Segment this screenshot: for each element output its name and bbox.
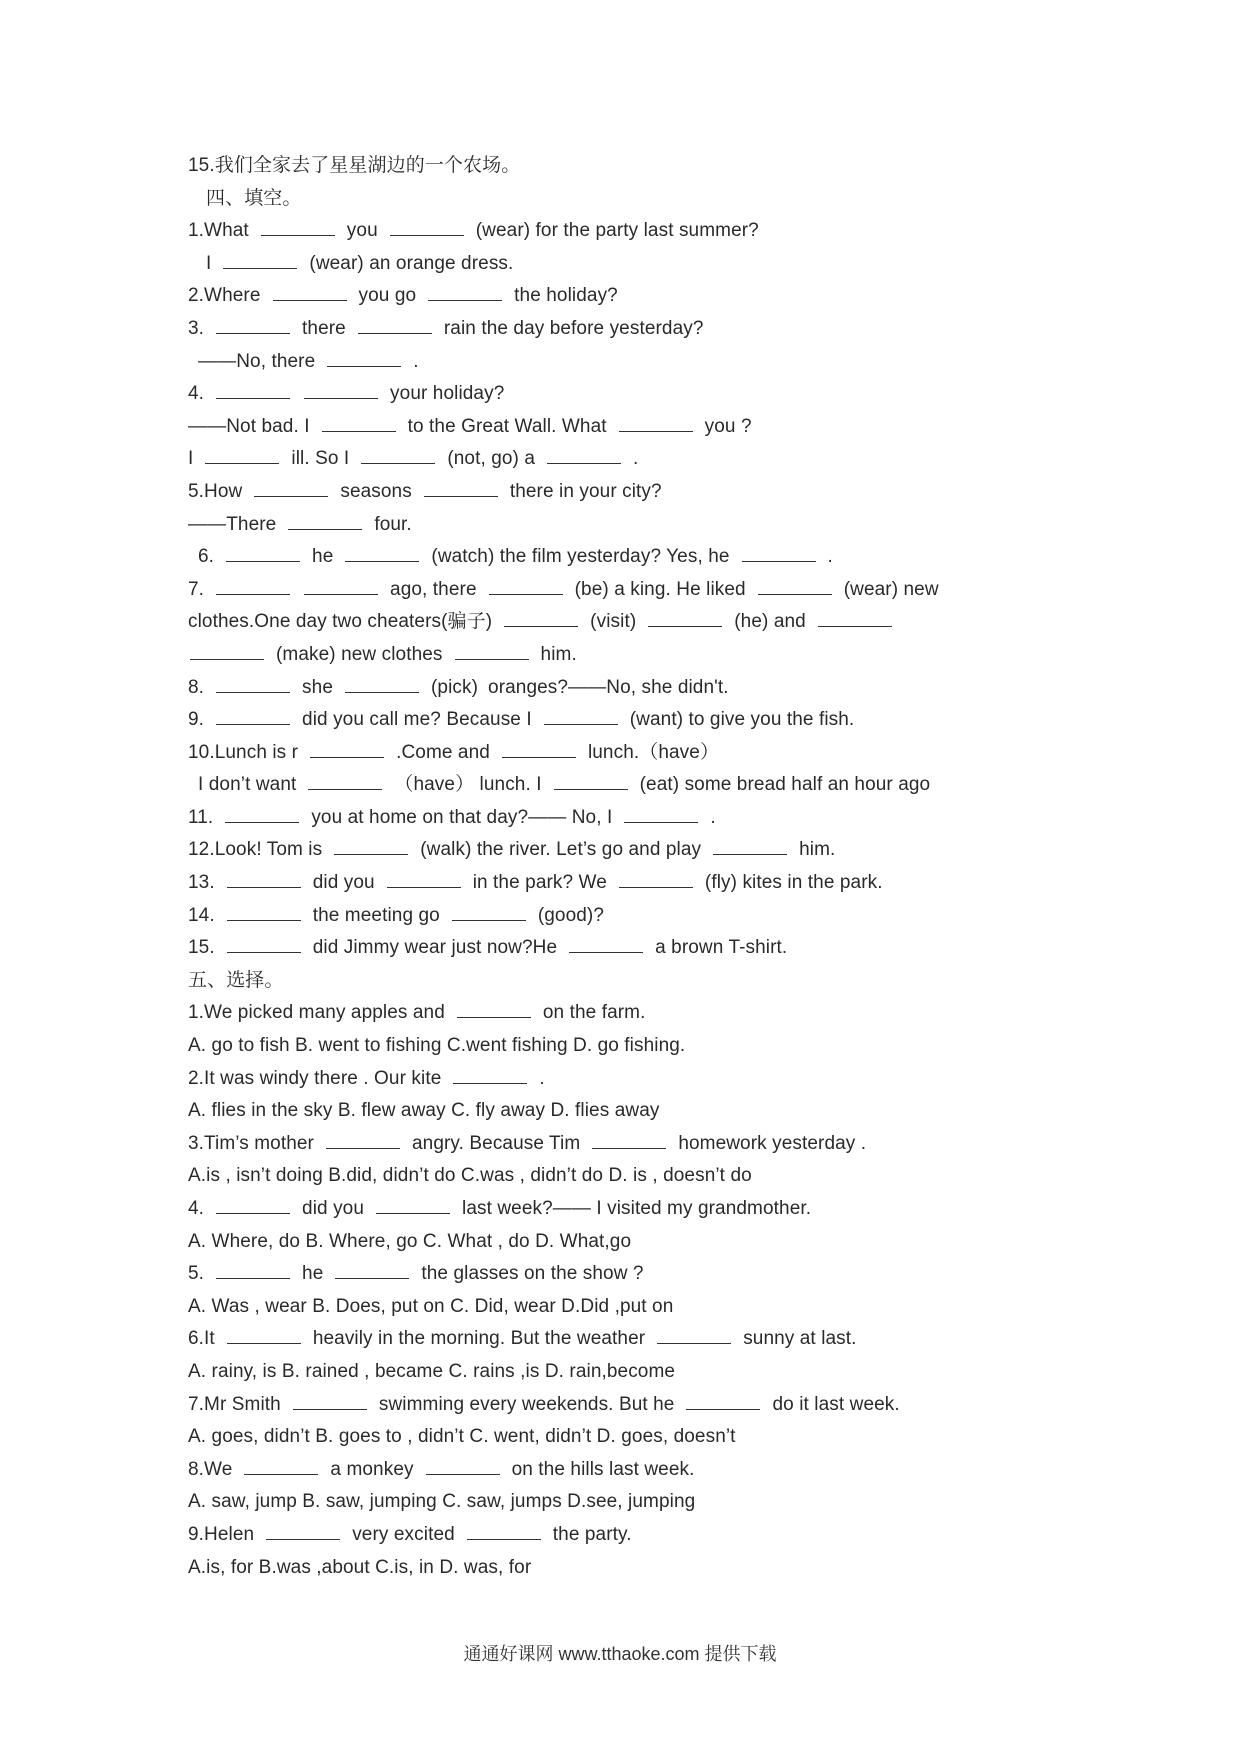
answer-blank[interactable] [227,934,301,953]
line-text: on the farm. [542,1002,646,1024]
question-line [188,248,1088,281]
question-line [188,867,1088,900]
question-line [188,215,1088,248]
line-text: (wear) for the party last summer? [475,220,759,242]
question-line [188,1421,1088,1454]
answer-blank[interactable] [304,576,378,595]
answer-blank[interactable] [624,804,698,823]
line-text: A. goes, didn’t B. goes to , didn’t C. went, didn’t D. goes, doesn’t [188,1426,736,1448]
answer-blank[interactable] [592,1130,666,1149]
answer-blank[interactable] [326,1130,400,1149]
line-text: sunny at last. [743,1328,857,1350]
line-text: (want) to give you the fish. [629,709,855,731]
line-text: four. [374,513,412,535]
question-line [188,443,1088,476]
answer-blank[interactable] [216,380,290,399]
answer-blank[interactable] [457,999,531,1018]
question-line [188,1063,1088,1096]
line-text: 四、填空。 [206,187,302,209]
line-text: 9.Helen [188,1523,255,1545]
line-text: (make) new clothes [276,643,443,665]
question-line [188,606,1088,639]
question-line [188,541,1088,574]
answer-blank[interactable] [544,706,618,725]
answer-blank[interactable] [453,1065,527,1084]
line-text: a monkey [330,1458,414,1480]
answer-blank[interactable] [205,445,279,464]
line-text: 6. [198,546,215,568]
line-text: seasons [340,480,412,502]
answer-blank[interactable] [390,217,464,236]
line-text: did you [302,1198,365,1219]
line-text: angry. Because Tim [412,1132,581,1154]
line-text: 2.Where [188,285,261,307]
line-text: he [312,546,334,568]
line-text: him. [799,839,836,861]
question-line [188,932,1088,965]
answer-blank[interactable] [225,804,299,823]
line-text: (watch) the film yesterday? Yes, he [431,546,730,568]
line-text: (pick) [430,676,479,698]
question-line [188,769,1088,802]
answer-blank[interactable] [190,641,264,660]
answer-blank[interactable] [266,1521,340,1540]
line-text: 1.What [188,220,249,242]
question-line [188,639,1088,672]
answer-blank[interactable] [335,1260,409,1279]
question-line [188,737,1088,770]
question-line [188,509,1088,542]
line-text: 3.Tim’s mother [188,1132,314,1154]
line-text: . [413,350,419,372]
line-text: 五、选择。 [188,969,284,991]
answer-blank[interactable] [428,282,502,301]
line-text: 7.Mr Smith [188,1393,281,1415]
answer-blank[interactable] [489,576,563,595]
question-line [188,150,1088,183]
line-text: 2.It was windy there . Our kite [188,1067,442,1089]
answer-blank[interactable] [244,1456,318,1475]
line-text: do it last week. [772,1393,900,1415]
answer-blank[interactable] [619,869,693,888]
question-line [188,1519,1088,1552]
line-text: you at home on that day?—— No, I [311,806,613,828]
line-text: 6.It [188,1328,215,1350]
answer-blank[interactable] [345,674,419,693]
line-text: there [302,317,346,339]
question-line [188,313,1088,346]
line-text: 15. [188,937,215,959]
line-text: (be) a king. He liked [574,578,746,600]
line-text: the party. [552,1523,632,1545]
answer-blank[interactable] [467,1521,541,1540]
answer-blank[interactable] [216,1195,290,1214]
answer-blank[interactable] [261,217,335,236]
line-text: . [710,806,716,828]
line-text: ——Not bad. I [188,415,310,437]
line-text: （have） lunch. I [394,774,542,796]
line-text: on the hills last week. [511,1458,695,1480]
line-text: 13. [188,872,215,894]
line-text: 15.我们全家去了星星湖边的一个农场。 [188,155,521,176]
question-line [188,1291,1088,1324]
answer-blank[interactable] [304,380,378,399]
line-text: 4. [188,383,205,405]
line-text: did Jimmy wear just now?He [312,937,558,959]
question-line [188,1356,1088,1389]
answer-blank[interactable] [216,706,290,725]
line-text: A. Where, do B. Where, go C. What , do D. What,go [188,1230,632,1252]
line-text: (good)? [537,904,605,926]
answer-blank[interactable] [742,543,816,562]
answer-blank[interactable] [361,445,435,464]
line-text: (visit) [590,611,637,633]
question-line [188,900,1088,933]
answer-blank[interactable] [227,1325,301,1344]
line-text: heavily in the morning. But the weather [312,1328,646,1350]
line-text: . [827,546,833,568]
question-line [188,1323,1088,1356]
question-line [188,672,1088,705]
line-text: (walk) the river. Let’s go and play [420,839,702,861]
question-line [188,378,1088,411]
answer-blank[interactable] [387,869,461,888]
line-text: 3. [188,317,205,339]
answer-blank[interactable] [308,771,382,790]
answer-blank[interactable] [345,543,419,562]
line-text: 10.Lunch is r [188,741,299,763]
line-text: the meeting go [312,904,440,926]
line-text: swimming every weekends. But he [378,1393,675,1415]
line-text: 8.We [188,1458,233,1480]
line-text: 8. [188,676,205,698]
answer-blank[interactable] [310,739,384,758]
line-text: homework yesterday . [678,1132,867,1154]
answer-blank[interactable] [758,576,832,595]
answer-blank[interactable] [648,608,722,627]
line-text: clothes.One day two cheaters(骗子) [188,611,493,633]
line-text: you go [358,285,417,307]
answer-blank[interactable] [452,902,526,921]
line-text: A.is , isn’t doing B.did, didn’t do C.was , didn’t do D. is , doesn’t do [188,1165,752,1187]
line-text: I [188,448,194,470]
line-text: (wear) new [843,578,939,600]
line-text: rain the day before yesterday? [443,317,704,339]
line-text: ——There [188,513,277,535]
line-text: ill. So I [291,448,350,470]
line-text: him. [540,643,577,665]
answer-blank[interactable] [424,478,498,497]
answer-blank[interactable] [254,478,328,497]
line-text: a brown T-shirt. [655,937,788,959]
line-text: you ? [704,415,752,437]
answer-blank[interactable] [504,608,578,627]
answer-blank[interactable] [547,445,621,464]
line-text: 7. [188,578,205,600]
question-line [188,280,1088,313]
answer-blank[interactable] [619,413,693,432]
question-line [188,1552,1088,1585]
answer-blank[interactable] [657,1325,731,1344]
answer-blank[interactable] [226,543,300,562]
line-text: you [346,220,378,242]
question-line [188,834,1088,867]
line-text: 5.How [188,480,243,502]
answer-blank[interactable] [713,836,787,855]
answer-blank[interactable] [455,641,529,660]
answer-blank[interactable] [426,1456,500,1475]
answer-blank[interactable] [227,902,301,921]
line-text: (wear) an orange dress. [309,252,514,274]
answer-blank[interactable] [554,771,628,790]
question-line [188,704,1088,737]
question-line [188,802,1088,835]
answer-blank[interactable] [227,869,301,888]
line-text: A. flies in the sky B. flew away C. fly away D. flies away [188,1100,660,1122]
answer-blank[interactable] [818,608,892,627]
question-line [188,1486,1088,1519]
line-text: 5. [188,1263,205,1285]
line-text: your holiday? [390,383,505,405]
line-text: 9. [188,709,205,731]
answer-blank[interactable] [327,348,401,367]
question-line [188,346,1088,379]
line-text: I don’t want [198,774,297,796]
line-text: A. saw, jump B. saw, jumping C. saw, jumps D.see, jumping [188,1491,696,1513]
line-text: 14. [188,904,215,926]
question-line [188,1095,1088,1128]
question-line [188,1389,1088,1422]
answer-blank[interactable] [686,1391,760,1410]
question-line [188,1454,1088,1487]
answer-blank[interactable] [376,1195,450,1214]
answer-blank[interactable] [288,511,362,530]
line-text: the holiday? [514,285,618,307]
line-text: A. Was , wear B. Does, put on C. Did, wear D.Did ,put on [188,1295,674,1317]
answer-blank[interactable] [216,1260,290,1279]
line-text: . [539,1067,545,1089]
line-text: (eat) some bread half an hour ago [639,774,931,796]
footer-credit: 通通好课网 www.tthaoke.com 提供下载 [463,1644,777,1664]
line-text: did you call me? Because I [302,709,532,731]
answer-blank[interactable] [334,836,408,855]
section-heading [188,183,1088,216]
line-text: A. go to fish B. went to fishing C.went fishing D. go fishing. [188,1035,686,1057]
line-text: 11. [188,806,214,828]
question-line [188,1128,1088,1161]
line-text: did you [312,872,375,894]
question-line [188,997,1088,1030]
line-text: to the Great Wall. What [407,415,607,437]
question-line [188,1160,1088,1193]
line-text: there in your city? [509,480,662,502]
section-heading [188,965,1088,998]
line-text: ——No, there [198,350,316,372]
line-text: in the park? We [472,872,607,894]
question-line [188,476,1088,509]
line-text: A. rainy, is B. rained , became C. rains ,is D. rain,become [188,1360,676,1382]
answer-blank[interactable] [293,1391,367,1410]
line-text: 12.Look! Tom is [188,839,323,861]
question-line [188,1258,1088,1291]
answer-blank[interactable] [569,934,643,953]
question-line [188,1226,1088,1259]
line-text: oranges?——No, she didn't. [488,676,729,698]
answer-blank[interactable] [502,739,576,758]
line-text: very excited [352,1523,455,1545]
line-text: 4. [188,1198,205,1219]
line-text: (he) and [734,611,806,633]
line-text: (fly) kites in the park. [704,872,883,894]
line-text: A.is, for B.was ,about C.is, in D. was, for [188,1556,532,1578]
line-text: 1.We picked many apples and [188,1002,445,1024]
line-text: I [206,252,212,274]
question-line [188,411,1088,444]
line-text: .Come and [396,741,490,763]
line-text: she [302,676,333,698]
question-line [188,1193,1088,1226]
answer-blank[interactable] [216,315,290,334]
answer-blank[interactable] [223,250,297,269]
answer-blank[interactable] [216,576,290,595]
worksheet-content [188,150,1088,1584]
line-text: last week?—— I visited my grandmother. [462,1198,812,1219]
question-line [188,1030,1088,1063]
answer-blank[interactable] [216,674,290,693]
line-text: . [633,448,639,470]
line-text: lunch.（have） [587,741,720,763]
line-text: (not, go) a [447,448,536,470]
answer-blank[interactable] [322,413,396,432]
line-text: ago, there [390,578,477,600]
line-text: he [302,1263,324,1285]
answer-blank[interactable] [358,315,432,334]
line-text: the glasses on the show ? [421,1263,644,1285]
question-line [188,574,1088,607]
answer-blank[interactable] [273,282,347,301]
